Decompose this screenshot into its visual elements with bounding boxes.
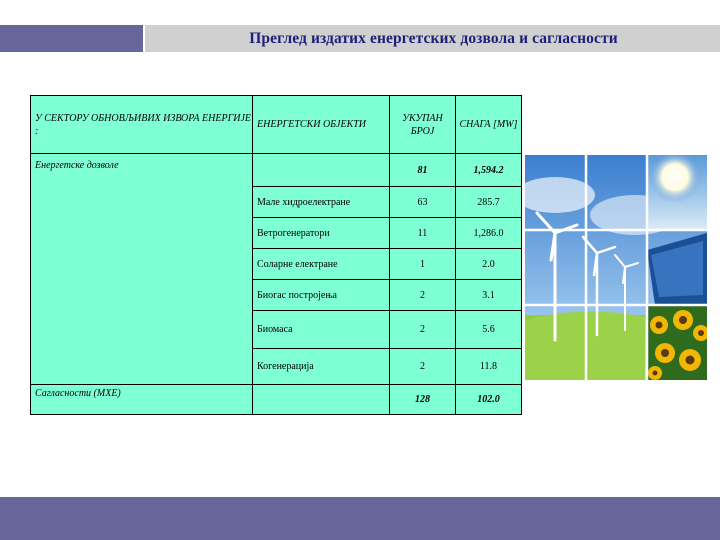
header-row xyxy=(31,96,522,154)
header-sector: У СЕКТОРУ ОБНОВЉИВИХ ИЗВОРА ЕНЕРГИЈЕ : xyxy=(31,96,253,154)
permits-row xyxy=(31,154,522,187)
permits-objects-empty xyxy=(253,154,390,187)
header-objects: ЕНЕРГЕТСКИ ОБЈЕКТИ xyxy=(253,96,390,154)
row-object: Ветрогенератори xyxy=(253,218,390,249)
approvals-label: Сагласности (МХЕ) xyxy=(31,385,253,415)
approvals-power: 102.0 xyxy=(456,385,522,415)
renewable-energy-collage-image xyxy=(525,155,707,380)
footer-bar xyxy=(0,497,720,540)
row-power: 1,286.0 xyxy=(456,218,522,249)
header-total: УКУПАН БРОЈ xyxy=(390,96,456,154)
permits-total: 81 xyxy=(390,154,456,187)
row-total: 11 xyxy=(390,218,456,249)
permits-label: Енергетске дозволе xyxy=(31,154,253,385)
row-total: 2 xyxy=(390,311,456,349)
title-accent-block xyxy=(0,25,143,52)
row-power: 2.0 xyxy=(456,249,522,280)
row-total: 1 xyxy=(390,249,456,280)
row-object: Биогас постројења xyxy=(253,280,390,311)
approvals-objects-empty xyxy=(253,385,390,415)
page-title: Преглед издатих енергетских дозвола и сагласности xyxy=(249,29,618,47)
row-power: 5.6 xyxy=(456,311,522,349)
row-object: Мале хидроелектране xyxy=(253,187,390,218)
approvals-total: 128 xyxy=(390,385,456,415)
header-power: СНАГА [MW] xyxy=(456,96,522,154)
row-object: Когенерација xyxy=(253,349,390,385)
row-object: Биомаса xyxy=(253,311,390,349)
permits-table xyxy=(30,95,522,415)
permits-power: 1,594.2 xyxy=(456,154,522,187)
approvals-row xyxy=(31,385,522,415)
row-total: 2 xyxy=(390,349,456,385)
title-bar xyxy=(143,25,720,52)
row-power: 285.7 xyxy=(456,187,522,218)
row-total: 2 xyxy=(390,280,456,311)
row-power: 11.8 xyxy=(456,349,522,385)
row-total: 63 xyxy=(390,187,456,218)
row-object: Соларне електране xyxy=(253,249,390,280)
row-power: 3.1 xyxy=(456,280,522,311)
